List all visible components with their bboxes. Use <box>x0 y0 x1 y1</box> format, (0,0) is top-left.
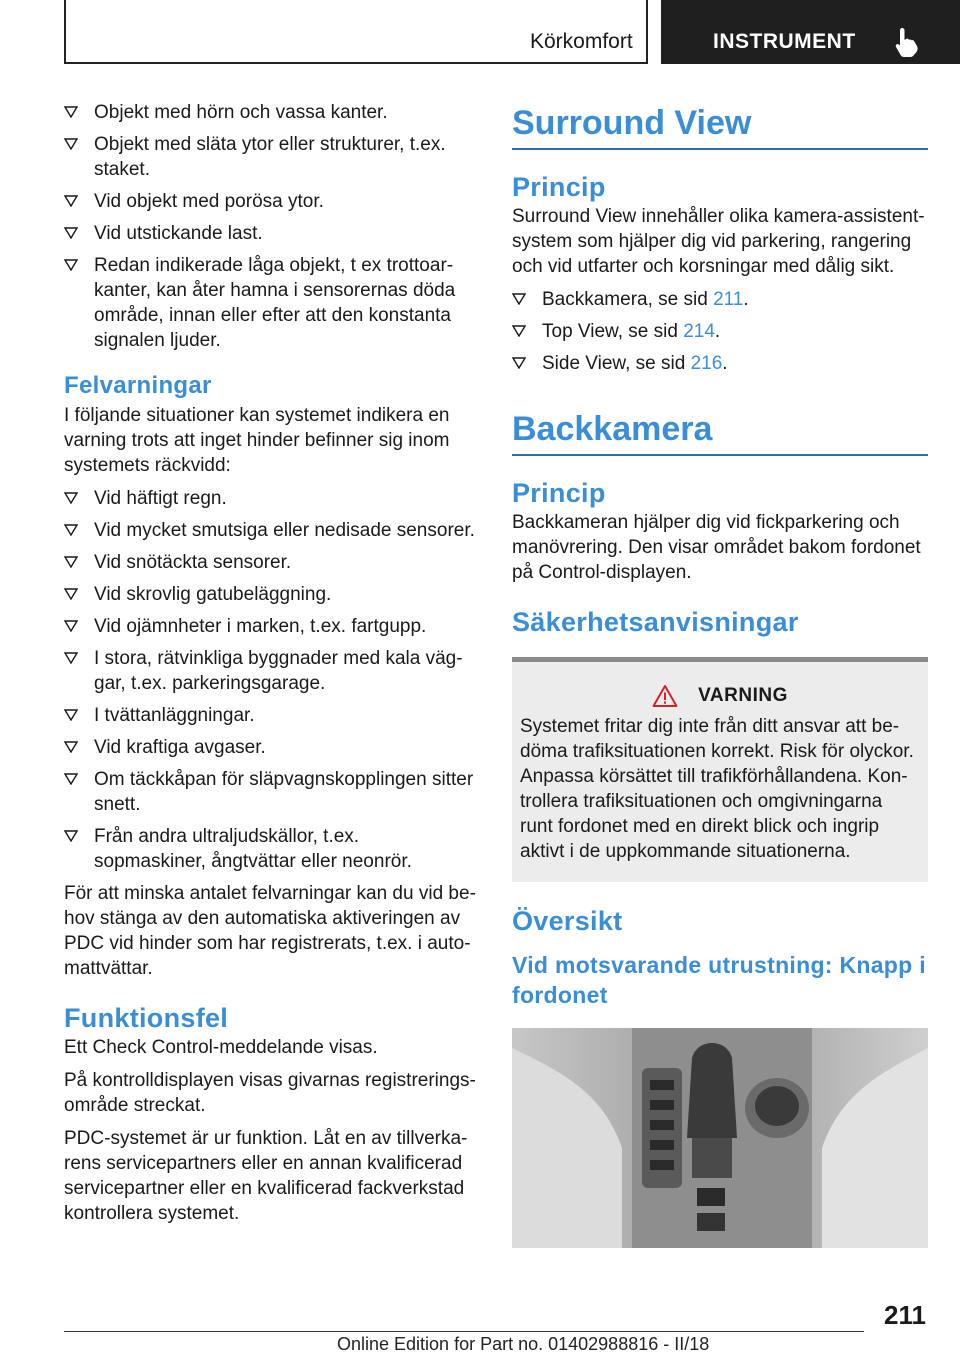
funktionsfel-heading: Funktionsfel <box>64 1003 229 1033</box>
felvarningar-intro: I följande situationer kan systemet indikera en varning trots att inget hinder befinner sig inom systemets räckvidd: <box>64 405 450 476</box>
triangle-bullet-icon <box>64 259 78 271</box>
triangle-bullet-icon <box>64 138 78 150</box>
list-item: Vid häftigt regn. <box>64 486 476 511</box>
felvarningar-heading: Felvarningar <box>64 372 212 399</box>
list-item: Side View, se sid 216. <box>512 351 928 376</box>
page-number: 211 <box>884 1300 926 1330</box>
right-column <box>512 100 928 1248</box>
oversikt-heading: Översikt <box>512 906 623 936</box>
triangle-bullet-icon <box>64 227 78 239</box>
backkamera-title: Backkamera <box>512 406 928 456</box>
camera-links-list <box>512 287 928 376</box>
list-item: Objekt med släta ytor eller strukturer, t.ex. staket. <box>64 132 476 182</box>
header-chapter-label: INSTRUMENT <box>713 30 856 53</box>
equipment-heading: Vid motsvarande utrustning: Knapp i fordonet <box>512 952 926 1008</box>
list-item: I tvättanläggningar. <box>64 703 476 728</box>
limitation-list <box>64 100 476 353</box>
list-item: Om täckkåpan för släpvagnskopplingen sitter snett. <box>64 767 476 817</box>
triangle-bullet-icon <box>64 524 78 536</box>
list-item: Top View, se sid 214. <box>512 319 928 344</box>
triangle-bullet-icon <box>64 652 78 664</box>
list-item: Vid kraftiga avgaser. <box>64 735 476 760</box>
princip-heading: Princip <box>512 172 606 202</box>
funktionsfel-paragraph-3: PDC-systemet är ur funktion. Låt en av tillverkarens servicepartners eller en annan kvalificerad servicepartner eller en kvalificerad fackverkstad kontrollera systemet. <box>64 1128 468 1224</box>
surround-view-title: Surround View <box>512 100 928 150</box>
false-warning-list <box>64 486 476 874</box>
list-item: Objekt med hörn och vassa kanter. <box>64 100 476 125</box>
funktionsfel-paragraph-1: Ett Check Control-meddelande visas. <box>64 1037 378 1058</box>
triangle-bullet-icon <box>512 325 526 337</box>
list-item: I stora, rätvinkliga byggnader med kala väggar, t.ex. parkeringsgarage. <box>64 646 476 696</box>
list-item: Vid utstickande last. <box>64 221 476 246</box>
list-item: Vid objekt med porösa ytor. <box>64 189 476 214</box>
page-link[interactable]: 214 <box>683 321 715 342</box>
list-item: Vid ojämnheter i marken, t.ex. fartgupp. <box>64 614 476 639</box>
princip-heading-2: Princip <box>512 478 606 508</box>
list-item: Backkamera, se sid 211. <box>512 287 928 312</box>
triangle-bullet-icon <box>64 773 78 785</box>
triangle-bullet-icon <box>64 556 78 568</box>
warning-label: VARNING <box>698 685 788 706</box>
triangle-bullet-icon <box>64 709 78 721</box>
felvarningar-outro: För att minska antalet felvarningar kan du vid behov stänga av den automatiska aktiveringen av PDC vid hinder som har registrerats, t.ex. i automattvättar. <box>64 883 476 979</box>
page-link[interactable]: 211 <box>713 289 744 310</box>
footer-rule <box>64 1331 864 1332</box>
list-item: Vid snötäckta sensorer. <box>64 550 476 575</box>
triangle-bullet-icon <box>512 357 526 369</box>
list-item: Vid mycket smutsiga eller nedisade sensorer. <box>64 518 476 543</box>
triangle-bullet-icon <box>64 588 78 600</box>
left-column <box>64 100 476 1234</box>
list-item: Vid skrovlig gatubeläggning. <box>64 582 476 607</box>
footer-edition: Online Edition for Part no. 01402988816 - II/18 <box>337 1334 710 1354</box>
triangle-bullet-icon <box>64 106 78 118</box>
hand-pointer-icon <box>893 26 921 58</box>
list-item: Redan indikerade låga objekt, t ex trottoarkanter, kan åter hamna i sensorernas döda område, innan eller efter att den konstanta signalen ljuder. <box>64 253 476 353</box>
triangle-bullet-icon <box>64 620 78 632</box>
triangle-bullet-icon <box>64 492 78 504</box>
princip-text-2: Backkameran hjälper dig vid fickparkering och manövrering. Den visar området bakom fordonet på Control-displayen. <box>512 512 921 583</box>
list-item: Från andra ultraljudskällor, t.ex. sopmaskiner, ångtvättar eller neonrör. <box>64 824 476 874</box>
header-section-title: Körkomfort <box>530 30 633 53</box>
triangle-bullet-icon <box>64 195 78 207</box>
page-link[interactable]: 216 <box>690 353 723 374</box>
funktionsfel-paragraph-2: På kontrolldisplayen visas givarnas registreringsområde streckat. <box>64 1070 476 1116</box>
header-chapter-tab[interactable] <box>661 0 960 64</box>
sakerhetsanvisningar-heading: Säkerhetsanvisningar <box>512 607 799 637</box>
princip-text: Surround View innehåller olika kamera-assistentsystem som hjälper dig vid parkering, rangering och vid utfarter och korsningar med dålig sikt. <box>512 206 925 277</box>
warning-text: Systemet fritar dig inte från ditt ansvar att bedöma trafiksituationen korrekt. Risk för olyckor. Anpassa körsättet till trafikförhållandena. Kontrollera trafiksituationen och omgivningarna runt fordonet med en direkt blick och ingrip aktivt i de uppkommande situationerna. <box>520 716 914 862</box>
triangle-bullet-icon <box>512 293 526 305</box>
warning-box <box>512 657 928 882</box>
triangle-bullet-icon <box>64 741 78 753</box>
triangle-bullet-icon <box>64 830 78 842</box>
center-console-photo <box>512 1028 928 1248</box>
warning-triangle-icon <box>652 684 678 708</box>
